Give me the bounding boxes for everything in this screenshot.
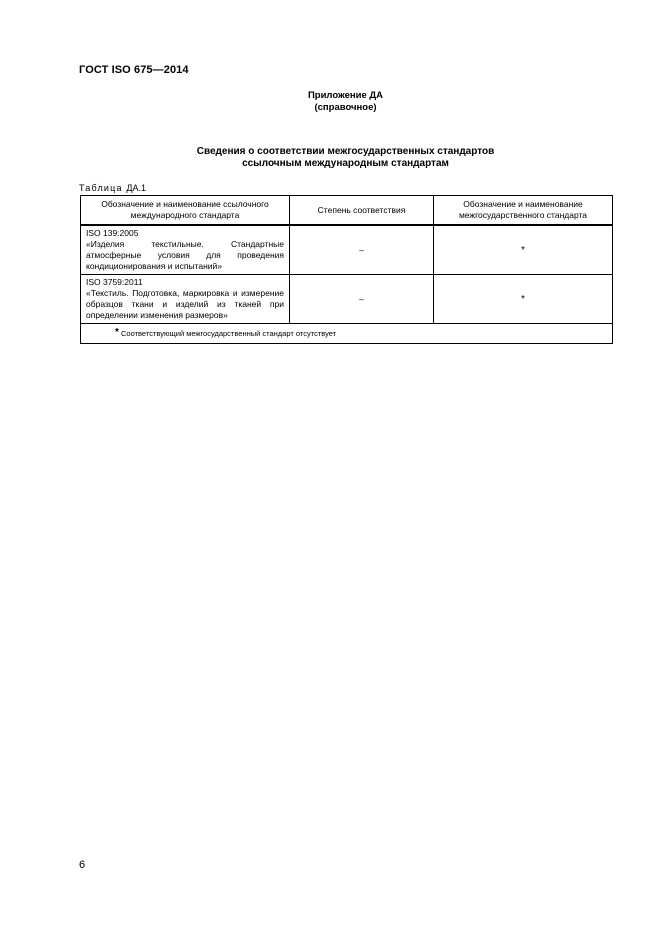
footnote-text: Соответствующий межгосударственный стандарт отсутствует: [121, 329, 337, 338]
table-footnote: [81, 324, 613, 344]
appendix-heading: [0, 90, 661, 114]
correspondence-table: [80, 195, 613, 344]
international-standard-cell: [81, 225, 290, 275]
header-international-standard: Обозначение и наименование ссылочного международного стандарта: [81, 196, 290, 226]
standard-name: «Текстиль. Подготовка, маркировка и измерение образцов ткани и изделий из тканей при определении изменения размеров»: [86, 288, 284, 320]
section-title-line-1: Сведения о соответствии межгосударственных стандартов: [196, 146, 495, 157]
degree-cell: –: [290, 225, 434, 275]
appendix-title: Приложение ДА: [307, 90, 384, 101]
table-header-row: [81, 196, 613, 226]
standard-code: ISO 3759:2011: [86, 277, 143, 287]
table-caption-number: ДА.1: [126, 183, 147, 193]
header-degree-of-correspondence: Степень соответствия: [290, 196, 434, 226]
section-title: [0, 146, 661, 170]
section-title-line-2: ссылочным международным стандартам: [242, 158, 449, 169]
table-caption-label: Таблица: [79, 183, 123, 193]
appendix-subtitle: (справочное): [314, 102, 377, 113]
international-standard-cell: [81, 275, 290, 324]
table-row: [81, 275, 613, 324]
interstate-standard-cell: *: [434, 275, 613, 324]
table-footnote-row: [81, 324, 613, 344]
document-code-header: ГОСТ ISO 675—2014: [79, 64, 189, 76]
header-interstate-standard: Обозначение и наименование межгосударственного стандарта: [434, 196, 613, 226]
interstate-standard-cell: *: [434, 225, 613, 275]
footnote-mark: *: [115, 327, 119, 338]
table-caption: [79, 183, 146, 193]
degree-cell: –: [290, 275, 434, 324]
standard-name: «Изделия текстильные. Стандартные атмосферные условия для проведения кондиционирования и испытаний»: [86, 239, 284, 271]
page-number: 6: [79, 859, 86, 871]
standard-code: ISO 139:2005: [86, 228, 139, 238]
table-row: [81, 225, 613, 275]
